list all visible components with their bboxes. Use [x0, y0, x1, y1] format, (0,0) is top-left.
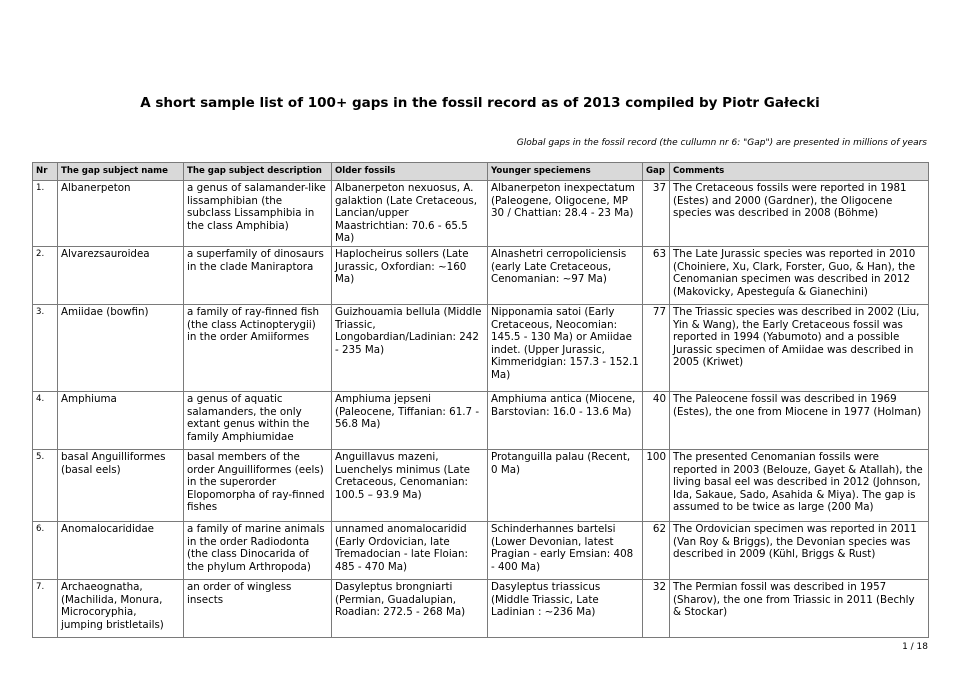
cell-description: a superfamily of dinosaurs in the clade Maniraptora	[184, 246, 332, 304]
cell-comments: The Permian fossil was described in 1957 (Sharov), the one from Triassic in 2011 (Bechly & Stockar)	[670, 579, 929, 637]
cell-younger: Alnashetri cerropoliciensis (early Late Cretaceous, Cenomanian: ~97 Ma)	[488, 246, 643, 304]
fossil-gaps-table	[32, 162, 929, 638]
cell-description: a family of marine animals in the order Radiodonta (the class Dinocarida of the phylum Arthropoda)	[184, 521, 332, 579]
cell-gap: 100	[643, 449, 670, 521]
cell-younger: Dasyleptus triassicus (Middle Triassic, Late Ladinian : ~236 Ma)	[488, 579, 643, 637]
column-header-comments: Comments	[670, 163, 929, 181]
cell-name: Amiidae (bowfin)	[58, 304, 184, 391]
cell-younger: Nipponamia satoi (Early Cretaceous, Neocomian: 145.5 - 130 Ma) or Amiidae indet. (Upper Jurassic, Kimmeridgian: 157.3 - 152.1 Ma)	[488, 304, 643, 391]
cell-older: unnamed anomalocaridid (Early Ordovician, late Tremadocian - late Floian: 485 - 470 Ma)	[332, 521, 488, 579]
table-header-row	[33, 163, 929, 181]
cell-older: Amphiuma jepseni (Paleocene, Tiffanian: 61.7 - 56.8 Ma)	[332, 391, 488, 449]
cell-comments: The Triassic species was described in 2002 (Liu, Yin & Wang), the Early Cretaceous fossil was reported in 1994 (Yabumoto) and a possible Jurassic specimen of Amiidae was described in 2005 (Kriwet)	[670, 304, 929, 391]
cell-comments: The Paleocene fossil was described in 1969 (Estes), the one from Miocene in 1977 (Holman)	[670, 391, 929, 449]
column-header-name: The gap subject name	[58, 163, 184, 181]
page-number: 1 / 18	[902, 642, 928, 652]
cell-comments: The Cretaceous fossils were reported in 1981 (Estes) and 2000 (Gardner), the Oligocene species was described in 2008 (Böhme)	[670, 181, 929, 247]
column-header-description: The gap subject description	[184, 163, 332, 181]
cell-name: Archaeognatha, (Machilida, Monura, Microcoryphia, jumping bristletails)	[58, 579, 184, 637]
cell-nr: 5.	[33, 449, 58, 521]
cell-older: Dasyleptus brongniarti (Permian, Guadalupian, Roadian: 272.5 - 268 Ma)	[332, 579, 488, 637]
cell-older: Guizhouamia bellula (Middle Triassic, Longobardian/Ladinian: 242 - 235 Ma)	[332, 304, 488, 391]
table-row	[33, 246, 929, 304]
column-header-younger: Younger speciemens	[488, 163, 643, 181]
cell-older: Haplocheirus sollers (Late Jurassic, Oxfordian: ~160 Ma)	[332, 246, 488, 304]
table-row	[33, 521, 929, 579]
cell-gap: 77	[643, 304, 670, 391]
cell-comments: The Ordovician specimen was reported in 2011 (Van Roy & Briggs), the Devonian species was described in 2009 (Kühl, Briggs & Rust)	[670, 521, 929, 579]
cell-nr: 6.	[33, 521, 58, 579]
table-row	[33, 391, 929, 449]
cell-younger: Schinderhannes bartelsi (Lower Devonian, latest Pragian - early Emsian: 408 - 400 Ma)	[488, 521, 643, 579]
cell-nr: 1.	[33, 181, 58, 247]
cell-older: Anguillavus mazeni, Luenchelys minimus (Late Cretaceous, Cenomanian: 100.5 – 93.9 Ma)	[332, 449, 488, 521]
cell-younger: Albanerpeton inexpectatum (Paleogene, Oligocene, MP 30 / Chattian: 28.4 - 23 Ma)	[488, 181, 643, 247]
cell-gap: 63	[643, 246, 670, 304]
cell-name: basal Anguilliformes (basal eels)	[58, 449, 184, 521]
table-row	[33, 304, 929, 391]
cell-description: a family of ray-finned fish (the class Actinopterygii) in the order Amiiformes	[184, 304, 332, 391]
column-header-older: Older fossils	[332, 163, 488, 181]
cell-older: Albanerpeton nexuosus, A. galaktion (Late Cretaceous, Lancian/upper Maastrichtian: 70.6 - 65.5 Ma)	[332, 181, 488, 247]
cell-nr: 3.	[33, 304, 58, 391]
cell-name: Albanerpeton	[58, 181, 184, 247]
document-title: A short sample list of 100+ gaps in the fossil record as of 2013 compiled by Piotr Gałecki	[140, 95, 820, 111]
cell-gap: 32	[643, 579, 670, 637]
table-row	[33, 579, 929, 637]
cell-description: basal members of the order Anguilliformes (eels) in the superorder Elopomorpha of ray-finned fishes	[184, 449, 332, 521]
cell-younger: Amphiuma antica (Miocene, Barstovian: 16.0 - 13.6 Ma)	[488, 391, 643, 449]
cell-name: Alvarezsauroidea	[58, 246, 184, 304]
cell-nr: 2.	[33, 246, 58, 304]
cell-gap: 37	[643, 181, 670, 247]
cell-name: Anomalocarididae	[58, 521, 184, 579]
cell-comments: The Late Jurassic species was reported in 2010 (Choiniere, Xu, Clark, Forster, Guo, & Han), the Cenomanian specimen was described in 2012 (Makovicky, Apesteguía & Gianechini)	[670, 246, 929, 304]
cell-nr: 4.	[33, 391, 58, 449]
cell-description: a genus of aquatic salamanders, the only extant genus within the family Amphiumidae	[184, 391, 332, 449]
cell-gap: 40	[643, 391, 670, 449]
cell-comments: The presented Cenomanian fossils were reported in 2003 (Belouze, Gayet & Atallah), the living basal eel was described in 2012 (Johnson, Ida, Sakaue, Sado, Asahida & Miya). The gap is assumed to be twice as large (200 Ma)	[670, 449, 929, 521]
column-header-gap: Gap	[643, 163, 670, 181]
table-row	[33, 449, 929, 521]
column-header-nr: Nr	[33, 163, 58, 181]
table-row	[33, 181, 929, 247]
cell-younger: Protanguilla palau (Recent, 0 Ma)	[488, 449, 643, 521]
cell-name: Amphiuma	[58, 391, 184, 449]
cell-description: an order of wingless insects	[184, 579, 332, 637]
cell-nr: 7.	[33, 579, 58, 637]
table-subtitle: Global gaps in the fossil record (the cullumn nr 6: "Gap") are presented in millions of years	[516, 138, 927, 148]
cell-description: a genus of salamander-like lissamphibian (the subclass Lissamphibia in the class Amphibia)	[184, 181, 332, 247]
cell-gap: 62	[643, 521, 670, 579]
